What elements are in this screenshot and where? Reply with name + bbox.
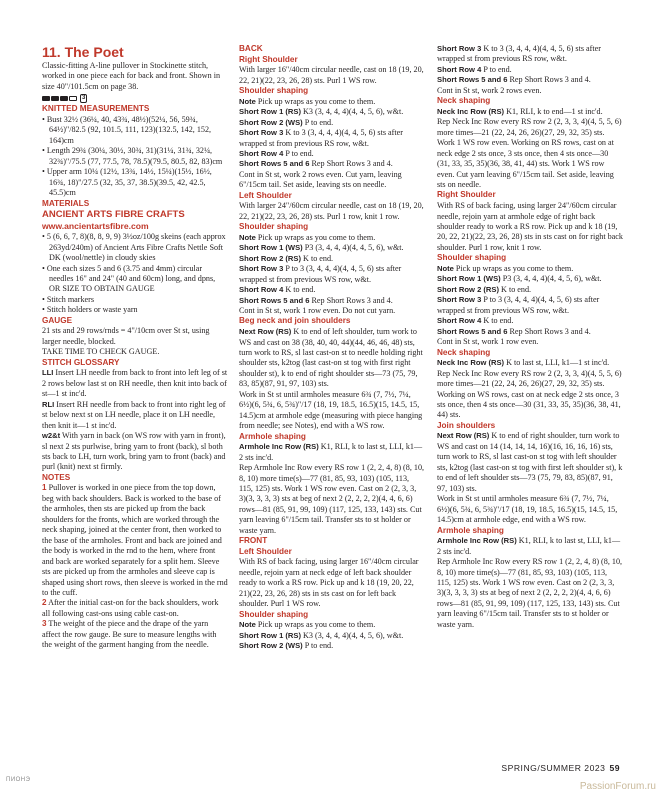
- instruction-text: Cont in St st, work 2 rows even.: [437, 85, 542, 95]
- right-shoulder-heading: Right Shoulder: [239, 54, 298, 64]
- instruction-row: Neck Inc Row (RS) K to last st, LLI, k1—1 st inc'd.: [437, 358, 610, 368]
- instruction-row: Short Row 1 (WS) P3 (3, 4, 4, 4)(4, 4, 5, 6), w&t.: [239, 243, 404, 253]
- shoulder-shaping-heading: Shoulder shaping: [437, 253, 507, 263]
- instruction-row: Neck Inc Row (RS) K1, RLI, k to end—1 st inc'd.: [437, 106, 603, 116]
- instruction-row: Short Row 1 (RS) K3 (3, 4, 4, 4)(4, 4, 5, 6), w&t.: [239, 107, 404, 117]
- instruction-row: Short Row 4 P to end.: [239, 148, 314, 158]
- pattern-intro: Classic-fitting A-line pullover in Stockinette stitch, worked in one piece each for back and front. Shown in size 40"/101.5cm on page 38.: [42, 61, 221, 91]
- instruction-row: Armhole Inc Row (RS) K1, RLI, k to last st, LLI, k1—2 sts inc'd.: [239, 442, 423, 462]
- skill-block-icon: [51, 96, 59, 101]
- column-2: [239, 44, 425, 652]
- instruction-text: Rep Armhole Inc Row every RS row 1 (2, 2, 4, 8) (8, 10, 8, 10) more time(s)—77 (81, 85, 93, 103) (105, 113, 115, 125) sts. Work 1 WS row even. Cast on 2 (2, 3, 3, 3)(3, 3, 3, 3) sts at beg of next 2 (2, 2, 2, 2)(4, 4, 6, 6) rows—81 (85, 91, 99, 109) (117, 125, 133, 143) sts. Cut yarn leaving 6"/15cm tail. Transfer sts to st holder or waste yarn.: [239, 463, 425, 535]
- instruction-row: Short Row 4 K to end.: [437, 316, 514, 326]
- instruction-row: Short Row 3 P to 3 (3, 4, 4, 4)(4, 4, 5, 6) sts after wrapped st from previous WS row, w&t.: [437, 295, 600, 315]
- instruction-text: With RS of back facing, using larger 24"/60cm circular needle, rejoin yarn at armhole edge of right back shoulder ready to work a RS row. Pick up and k 18 (19, 20, 22, 21)(22, 23, 26, 28) sts in sts cast on for right back shoulder. Purl 1 row, knit 1 row.: [437, 201, 623, 252]
- instruction-row: Short Row 3 P to 3 (3, 4, 4, 4)(4, 4, 5, 6) sts after wrapped st from previous WS row, w&t.: [239, 264, 402, 284]
- instruction-text: Cont in St st, work 1 row even. Do not cut yarn.: [239, 306, 396, 316]
- yarn-brand: ANCIENT ARTS FIBRE CRAFTS: [42, 209, 185, 221]
- instruction-text: Work in St st until armholes measure 6¾ (7, 7½, 7¼, 6½)(6, 5¾, 6, 5¾)"/17 (18, 19, 18.5, 16.5)(15, 14.5, 15, 14.5)cm at armhole edge (measuring with piece hanging from needle; see Notes), end with a WS row.: [239, 389, 423, 431]
- materials-heading: MATERIALS: [42, 198, 90, 208]
- column-1: [42, 44, 228, 651]
- instruction-text: With larger 16"/40cm circular needle, cast on 18 (19, 20, 22, 21)(22, 23, 26, 28) sts. Purl 1 WS row.: [239, 65, 424, 85]
- shoulder-shaping-heading: Shoulder shaping: [239, 86, 309, 96]
- instruction-row: Note Pick up wraps as you come to them.: [239, 232, 376, 242]
- neck-shaping-heading: Neck shaping: [437, 96, 491, 106]
- knitted-measurements-heading: KNITTED MEASUREMENTS: [42, 104, 150, 114]
- skill-level-number: 3: [82, 94, 86, 101]
- instruction-row: Armhole Inc Row (RS) K1, RLI, k to last st, LLI, k1—2 sts inc'd.: [437, 536, 621, 556]
- armhole-shaping-heading: Armhole shaping: [437, 525, 504, 535]
- page-footer: [501, 763, 620, 773]
- front-heading: FRONT: [239, 536, 268, 546]
- gauge-heading: GAUGE: [42, 315, 73, 325]
- instruction-row: Note Pick up wraps as you come to them.: [437, 263, 574, 273]
- issue-label: SPRING/SUMMER 2023: [501, 763, 606, 773]
- column-3: [437, 44, 623, 630]
- instruction-row: Short Row 2 (WS) P to end.: [239, 117, 334, 127]
- instruction-row: Short Row 1 (WS) P3 (3, 4, 4, 4)(4, 4, 5, 6), w&t.: [437, 274, 602, 284]
- instruction-text: Cont in St st, work 2 rows even. Cut yarn, leaving 6"/15cm tail. Set aside, leaving sts on needle.: [239, 169, 402, 190]
- gauge-note: TAKE TIME TO CHECK GAUGE.: [42, 347, 160, 357]
- instruction-row: Next Row (RS) K to end of left shoulder, turn work to WS and cast on 38 (38, 40, 40, 44)(44, 46, 46, 48) sts, turn work to RS, sl last cast-on st to needle holding right shoulder sts, k2tog (last cast-on st tog with first right shoulder st), k to end of right shoulder sts—73 (75, 79, 83, 85)(87, 91, 97, 103) sts.: [239, 327, 423, 389]
- neck-join-heading: Beg neck and join shoulders: [239, 316, 351, 326]
- notes-heading: NOTES: [42, 472, 71, 482]
- instruction-text: With larger 24"/60cm circular needle, cast on 18 (19, 20, 22, 21)(22, 23, 26, 28) sts. Purl 1 row, knit 1 row.: [239, 201, 424, 221]
- instruction-text: Rep Armhole Inc Row every RS row 1 (2, 2, 4, 8) (8, 10, 8, 10) more time(s)—77 (81, 85, 93, 103) (105, 113, 115, 125) sts. Work 1 WS row even. Cast on 2 (2, 3, 3, 3)(3, 3, 3, 3) sts at beg of next 2 (2, 2, 2, 2)(4, 4, 6, 6) rows—81 (85, 91, 99, 109) (117, 125, 133, 143) sts. Cut yarn leaving 6"/15cm tail. Transfer sts to st holder or waste yarn.: [437, 557, 623, 629]
- pattern-title: 11. The Poet: [42, 44, 124, 60]
- glossary-entry: RLI Insert RH needle from back to front into right leg of st below next st on LH needle, place it on LH needle, then knit it—1 st inc'd.: [42, 399, 226, 430]
- gauge-text: 21 sts and 29 rows/rnds = 4"/10cm over St st, using larger needle, blocked.: [42, 326, 210, 346]
- instruction-text: Work in St st until armholes measure 6¾ (7, 7½, 7¼, 6½)(6, 5¾, 6, 5¾)"/17 (18, 19, 18.5, 16.5)(15, 14.5, 15, 14.5)cm at armhole edge, end with a WS row.: [437, 494, 618, 525]
- material-item: • Stitch markers: [42, 294, 95, 304]
- skill-block-icon: [60, 96, 68, 101]
- instruction-text: Rep Neck Inc Row every RS row 2 (2, 3, 3, 4)(4, 5, 5, 6) more times—21 (22, 24, 26, 26)(27, 29, 32, 35) sts. Working on WS rows, cast on at neck edge 2 sts once, 3 sts once, then 4 sts once—30 (31, 33, 35, 35)(36, 38, 41, 44) sts.: [437, 368, 622, 420]
- instruction-text: With RS of back facing, using larger 16"/40cm circular needle, rejoin yarn at neck edge of left back shoulder ready to work a RS row. Pick up and k 18 (19, 20, 22, 21)(22, 23, 26, 28) sts in sts cast on for left back shoulder. Purl 1 WS row.: [239, 557, 419, 609]
- instruction-row: Next Row (RS) K to end of right shoulder, turn work to WS and cast on 14 (14, 14, 14, 16)(16, 16, 16, 16) sts, turn work to RS, sl last cast-on st tog with left shoulder sts, k2tog (last cast-on st tog with first left shoulder st), k to end of left shoulder sts—73 (75, 79, 83, 85)(87, 91, 97, 103) sts.: [437, 431, 623, 493]
- instruction-row: Short Rows 5 and 6 Rep Short Rows 3 and 4.: [239, 159, 393, 169]
- page-number: 59: [609, 763, 620, 773]
- brand-url-link[interactable]: www.ancientartsfibre.com: [42, 221, 149, 232]
- neck-shaping-heading: Neck shaping: [437, 347, 491, 357]
- material-item: • One each sizes 5 and 6 (3.75 and 4mm) circular needles 16" and 24" (40 and 60cm) long, and dpns, OR SIZE TO OBTAIN GAUGE: [42, 263, 216, 294]
- material-item: • 5 (6, 6, 7, 8)(8, 8, 9, 9) 3½oz/100g skeins (each approx 263yd/240m) of Ancient Arts Fibre Crafts Nettle Soft DK (wool/nettle) in cloudy skies: [42, 232, 226, 263]
- instruction-row: Short Rows 5 and 6 Rep Short Rows 3 and 4.: [239, 295, 393, 305]
- instruction-row: Short Row 1 (RS) K3 (3, 4, 4, 4)(4, 4, 5, 6), w&t.: [239, 630, 404, 640]
- measurement-item: • Bust 32½ (36¼, 40, 43¾, 48½)(52¼, 56, 59¾, 64½)"/82.5 (92, 101.5, 111, 123)(132.5, 142, 152, 164)cm: [42, 114, 212, 145]
- join-shoulders-heading: Join shoulders: [437, 420, 496, 430]
- instruction-row: Short Row 4 P to end.: [437, 64, 512, 74]
- instruction-row: Short Rows 5 and 6 Rep Short Rows 3 and 4.: [437, 75, 591, 85]
- glossary-entry: w2&t With yarn in back (on WS row with yarn in front), sl next 2 sts purlwise, bring yarn to front (back), sl both sts back to LH, turn work, bring yarn to front (back) and purl (knit) next st firmly.: [42, 431, 226, 472]
- instruction-row: Short Row 3 K to 3 (3, 4, 4, 4)(4, 4, 5, 6) sts after wrapped st from previous RS row, w&t.: [239, 128, 403, 148]
- skill-block-empty-icon: [69, 96, 77, 101]
- instruction-row: Short Row 3 K to 3 (3, 4, 4, 4)(4, 4, 5, 6) sts after wrapped st from previous RS row, w&t.: [437, 44, 601, 64]
- shoulder-shaping-heading: Shoulder shaping: [239, 609, 309, 619]
- publisher-logo: ПИОНЭ: [6, 777, 31, 783]
- watermark: PassionForum.ru: [579, 781, 656, 792]
- instruction-row: Short Row 2 (RS) K to end.: [437, 284, 532, 294]
- note-item: 2 After the initial cast-on for the back shoulders, work all following cast-ons using cable cast-on.: [42, 598, 219, 618]
- armhole-shaping-heading: Armhole shaping: [239, 431, 306, 441]
- instruction-row: Note Pick up wraps as you come to them.: [239, 620, 376, 630]
- back-heading: BACK: [239, 44, 263, 53]
- instruction-text: Rep Neck Inc Row every RS row 2 (2, 3, 3, 4)(4, 5, 5, 6) more times—21 (22, 24, 26, 26)(27, 29, 32, 35) sts. Work 1 WS row even. Working on RS rows, cast on at neck edge 2 sts once, 3 sts once, then 4 sts once—30 (31, 33, 35, 35)(36, 38, 41, 44) sts. Work 1 WS row even. Cut yarn leaving 6"/15cm tail. Set aside, leaving sts on needle.: [437, 117, 622, 190]
- glossary-entry: LLI Insert LH needle from back to front into left leg of st 2 rows below last st on RH needle, then knit into back of st—1 st inc'd.: [42, 368, 228, 399]
- material-item: • Stitch holders or waste yarn: [42, 305, 138, 315]
- skill-level-indicator: [42, 93, 228, 103]
- skill-block-icon: [42, 96, 50, 101]
- left-shoulder-heading: Left Shoulder: [239, 546, 292, 556]
- right-shoulder-heading: Right Shoulder: [437, 190, 496, 200]
- instruction-row: Note Pick up wraps as you come to them.: [239, 96, 376, 106]
- measurement-item: • Length 29¾ (30¼, 30½, 30¾, 31)(31¼, 31¾, 32¼, 32¾)"/75.5 (77, 77.5, 78, 78.5)(79.5, 80.5, 82, 83)cm: [42, 146, 223, 166]
- stitch-glossary-heading: STITCH GLOSSARY: [42, 357, 120, 367]
- note-item: 1 Pullover is worked in one piece from the top down, beg with back shoulders. Back is worked to the base of the armholes, then sts are picked up from the back shoulders for the fronts, which are worked through the neck shaping, joined at the center front, then worked to the base of the armholes. Front and back are joined and the body is worked in the rnd to the hem, where front and back are worked separately for a split hem. Sleeve sts are picked up from the armholes and sleeve cap is shaped using short rows, then sleeve is worked in the rnd to the cuff.: [42, 483, 228, 597]
- instruction-row: Short Rows 5 and 6 Rep Short Rows 3 and 4.: [437, 326, 591, 336]
- note-item: 3 The weight of the piece and the drape of the yarn affect the row gauge. Be sure to measure lengths with the weight of the garment hanging from the needle.: [42, 619, 217, 650]
- instruction-text: Cont in St st, work 1 row even.: [437, 337, 539, 347]
- instruction-row: Short Row 2 (RS) K to end.: [239, 253, 334, 263]
- instruction-row: Short Row 4 K to end.: [239, 285, 316, 295]
- instruction-row: Short Row 2 (WS) P to end.: [239, 641, 334, 651]
- left-shoulder-heading: Left Shoulder: [239, 190, 292, 200]
- shoulder-shaping-heading: Shoulder shaping: [239, 222, 309, 232]
- measurement-item: • Upper arm 10¼ (12½, 13¾, 14½, 15¼)(15½, 16½, 16¾, 18)"/27.5 (32, 35, 37, 38.5)(39.5, 42, 42.5, 45.5)cm: [42, 167, 212, 198]
